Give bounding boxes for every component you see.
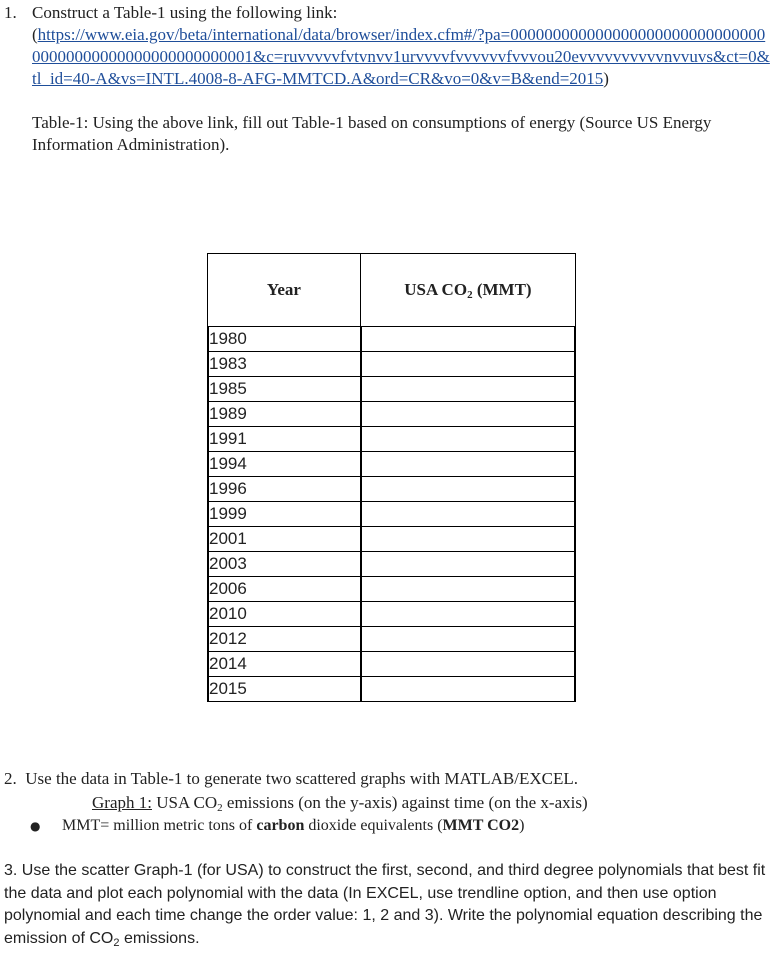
table-row [208, 526, 575, 551]
mmt-text-b: dioxide equivalents ( [304, 817, 443, 834]
question-2-text: Use the data in Table-1 to generate two scattered graphs with MATLAB/EXCEL. [25, 769, 578, 788]
table-row [208, 451, 575, 476]
table-row [208, 476, 575, 501]
mmt-definition-text [62, 815, 524, 837]
table-row [208, 651, 575, 676]
co2-value-cell[interactable] [361, 451, 575, 476]
bullet-icon: ● [30, 819, 41, 833]
year-cell: 2001 [208, 526, 361, 551]
co2-value-cell[interactable] [361, 576, 575, 601]
link-close-paren: ) [603, 69, 609, 88]
header-year: Year [208, 254, 361, 326]
co2-value-cell[interactable] [361, 676, 575, 701]
year-cell: 2010 [208, 601, 361, 626]
table-row [208, 576, 575, 601]
mmt-bold-carbon: carbon [256, 817, 305, 834]
header-co2-suffix: (MMT) [472, 280, 532, 299]
co2-value-cell[interactable] [361, 426, 575, 451]
table-1-caption: Table-1: Using the above link, fill out Table-1 based on consumptions of energy (Source US Energy Information Administration). [32, 113, 712, 154]
table-row [208, 626, 575, 651]
year-cell: 2003 [208, 551, 361, 576]
question-3-text-b: emissions. [119, 929, 200, 947]
mmt-text-a: MMT= million metric tons of [62, 817, 257, 834]
table-row [208, 401, 575, 426]
year-cell: 1983 [208, 351, 361, 376]
graph-1-description [92, 792, 772, 814]
eia-data-link[interactable]: https://www.eia.gov/beta/international/data/browser/index.cfm#/?pa=00000000000000000000000000000000000000000000000000000001&c=ruvvvvvfvtvnvv1urvvvvfvvvvvvfvvvou20evvvvvvvvvvnvvuvs&ct=0&tl_id=40-A&vs=INTL.4008-8-AFG-MMTCD.A&ord=CR&vo=0&v=B&end=2015 [32, 25, 770, 88]
graph-1-text-a: USA CO [151, 793, 218, 812]
question-1-intro: Construct a Table-1 using the following link: [32, 3, 338, 22]
question-3 [4, 860, 772, 950]
table-row [208, 551, 575, 576]
co2-value-cell[interactable] [361, 401, 575, 426]
year-cell: 2012 [208, 626, 361, 651]
header-co2-subscript: 2 [467, 289, 473, 301]
co2-value-cell[interactable] [361, 476, 575, 501]
co2-value-cell[interactable] [361, 501, 575, 526]
question-2 [4, 768, 774, 790]
question-1-number: 1. [4, 3, 17, 22]
co2-value-cell[interactable] [361, 601, 575, 626]
mmt-bold-unit: MMT CO2 [442, 817, 520, 834]
co2-value-cell[interactable] [361, 351, 575, 376]
year-cell: 1991 [208, 426, 361, 451]
year-cell: 1996 [208, 476, 361, 501]
link-open-paren: ( [32, 25, 38, 44]
year-cell: 2006 [208, 576, 361, 601]
question-3-subscript: 2 [113, 936, 120, 949]
mmt-definition [30, 815, 770, 837]
co2-value-cell[interactable] [361, 651, 575, 676]
co2-value-cell[interactable] [361, 626, 575, 651]
co2-value-cell[interactable] [361, 326, 575, 351]
table-row [208, 376, 575, 401]
table-1 [207, 253, 576, 702]
table-row [208, 501, 575, 526]
year-cell: 2015 [208, 676, 361, 701]
co2-table [207, 253, 576, 702]
year-cell: 1980 [208, 326, 361, 351]
source-link-block [32, 24, 772, 90]
table-body [208, 326, 575, 701]
year-cell: 1985 [208, 376, 361, 401]
table-row [208, 676, 575, 701]
year-cell: 1994 [208, 451, 361, 476]
table-row [208, 351, 575, 376]
year-cell: 1989 [208, 401, 361, 426]
co2-value-cell[interactable] [361, 376, 575, 401]
table-row [208, 426, 575, 451]
graph-1-subscript: 2 [217, 802, 223, 814]
graph-1-label: Graph 1: [92, 793, 152, 812]
table-row [208, 601, 575, 626]
graph-1-text-b: emissions (on the y-axis) against time (on the x-axis) [222, 793, 588, 812]
mmt-text-c: ) [519, 817, 525, 834]
question-2-number: 2. [4, 769, 17, 788]
table-header-row [208, 254, 575, 326]
table-row [208, 326, 575, 351]
question-3-text-a: 3. Use the scatter Graph-1 (for USA) to construct the first, second, and third degree polynomials that best fit the data and plot each polynomial with the data (In EXCEL, use trendline option, and then use option polynomial and each time change the order value: 1, 2 and 3). Write the polynomial equation describing the emission of CO [4, 862, 766, 947]
co2-value-cell[interactable] [361, 526, 575, 551]
header-co2-prefix: USA CO [404, 280, 468, 299]
co2-value-cell[interactable] [361, 551, 575, 576]
question-1 [4, 2, 774, 156]
year-cell: 1999 [208, 501, 361, 526]
header-usa-co2 [361, 254, 575, 326]
year-cell: 2014 [208, 651, 361, 676]
